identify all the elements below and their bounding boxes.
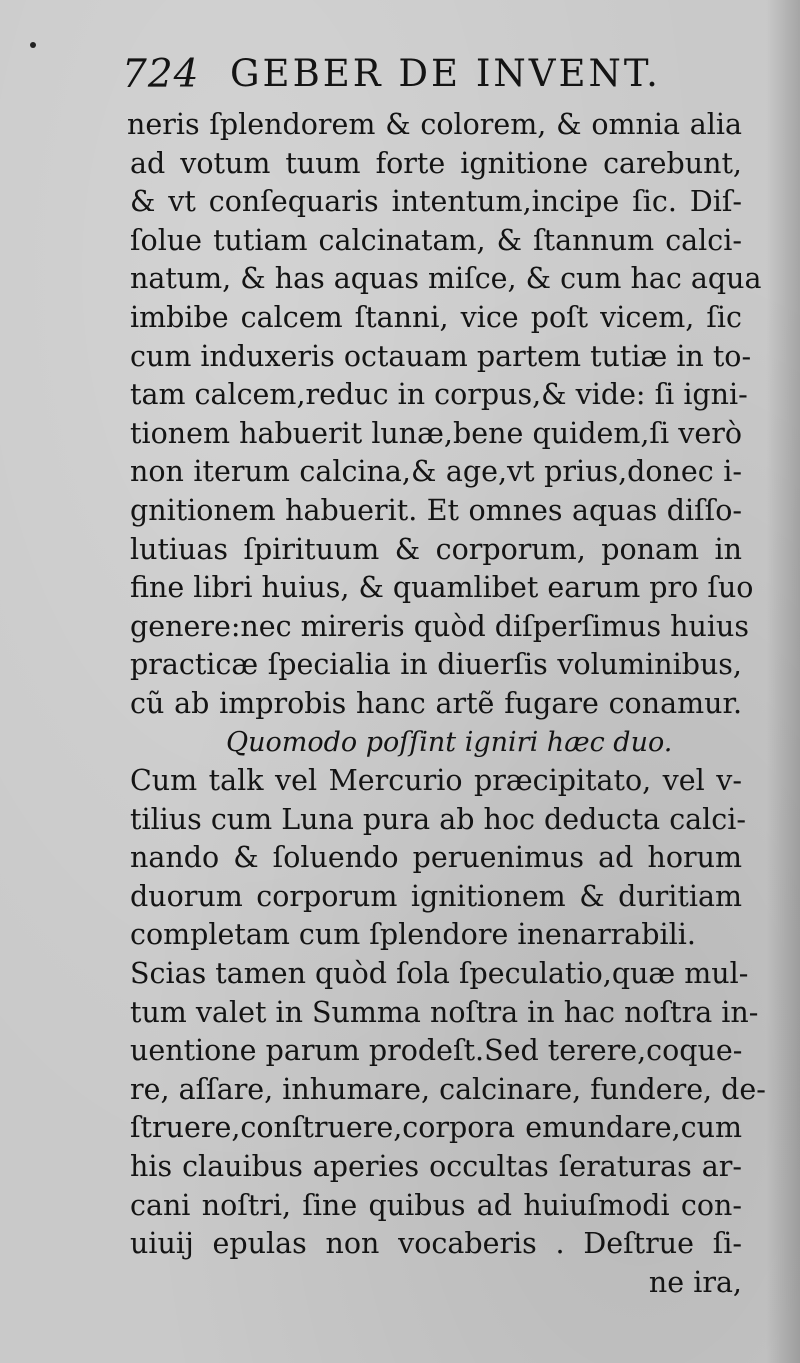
text-line: natum, & has aquas miſce, & cum hac aqua: [130, 262, 762, 296]
text-line: nando & ſoluendo peruenimus ad horum: [130, 841, 742, 875]
text-line: completam cum ſplendore inenarrabili.: [130, 918, 696, 952]
page-number: 724: [122, 52, 200, 97]
text-line: his clauibus aperies occultas ſeraturas ar-: [130, 1150, 742, 1184]
text-line: re, aſſare, inhumare, calcinare, fundere, de-: [130, 1072, 766, 1106]
text-line: cum induxeris octauam partem tutiæ in to-: [130, 339, 752, 373]
text-line: ad votum tuum forte ignitione carebunt,: [130, 146, 742, 180]
text-line: duorum corporum ignitionem & duritiam: [130, 879, 742, 913]
text-line: cũ ab improbis hanc artẽ fugare conamur.: [130, 686, 742, 720]
catchword-line: ne ira,: [648, 1265, 742, 1299]
text-line: Cum talk vel Mercurio præcipitato, vel v-: [130, 764, 742, 798]
body-text: [127, 106, 766, 1302]
text-line: tam calcem,reduc in corpus,& vide: ſi igni-: [130, 378, 748, 412]
page-header: [122, 50, 742, 98]
text-line: & vt conſequaris intentum,incipe ſic. Diſ-: [130, 185, 742, 219]
text-line: ſtruere,conſtruere,corpora emundare,cum: [130, 1111, 742, 1145]
text-line: genere:nec mireris quòd diſperſimus huius: [130, 609, 749, 643]
text-line: tum valet in Summa noſtra in hac noſtra in-: [130, 995, 759, 1029]
text-line: imbibe calcem ſtanni, vice poſt vicem, ſic: [130, 300, 742, 334]
text-line: uiuij epulas non vocaberis . Deſtrue ſi-: [130, 1227, 742, 1261]
ink-speck: [30, 42, 36, 48]
text-line: cani noſtri, ſine quibus ad huiuſmodi con-: [130, 1188, 742, 1222]
running-head: GEBER DE INVENT.: [230, 52, 661, 95]
text-line: neris ſplendorem & colorem, & omnia alia: [127, 108, 742, 141]
text-line: ſolue tutiam calcinatam, & ſtannum calci-: [130, 223, 742, 257]
text-line: lutiuas ſpirituum & corporum, ponam in: [130, 532, 742, 566]
text-line: gnitionem habuerit. Et omnes aquas diſſo-: [130, 493, 742, 527]
text-line: practicæ ſpecialia in diuerſis voluminibus,: [130, 648, 742, 682]
section-heading: Quomodo poſſint igniri hæc duo.: [226, 726, 673, 758]
text-line: fine libri huius, & quamlibet earum pro ſuo: [130, 571, 754, 605]
text-line: uentione parum prodeſt.Sed terere,coque-: [130, 1034, 743, 1068]
text-line: tionem habuerit lunæ,bene quidem,ſi verò: [130, 416, 742, 450]
text-line: non iterum calcina,& age,vt prius,donec i-: [130, 455, 742, 489]
page-edge-shadow: [766, 0, 800, 1363]
text-line: Scias tamen quòd ſola ſpeculatio,quæ mul-: [130, 957, 749, 991]
text-line: tilius cum Luna pura ab hoc deducta calci-: [130, 802, 746, 836]
